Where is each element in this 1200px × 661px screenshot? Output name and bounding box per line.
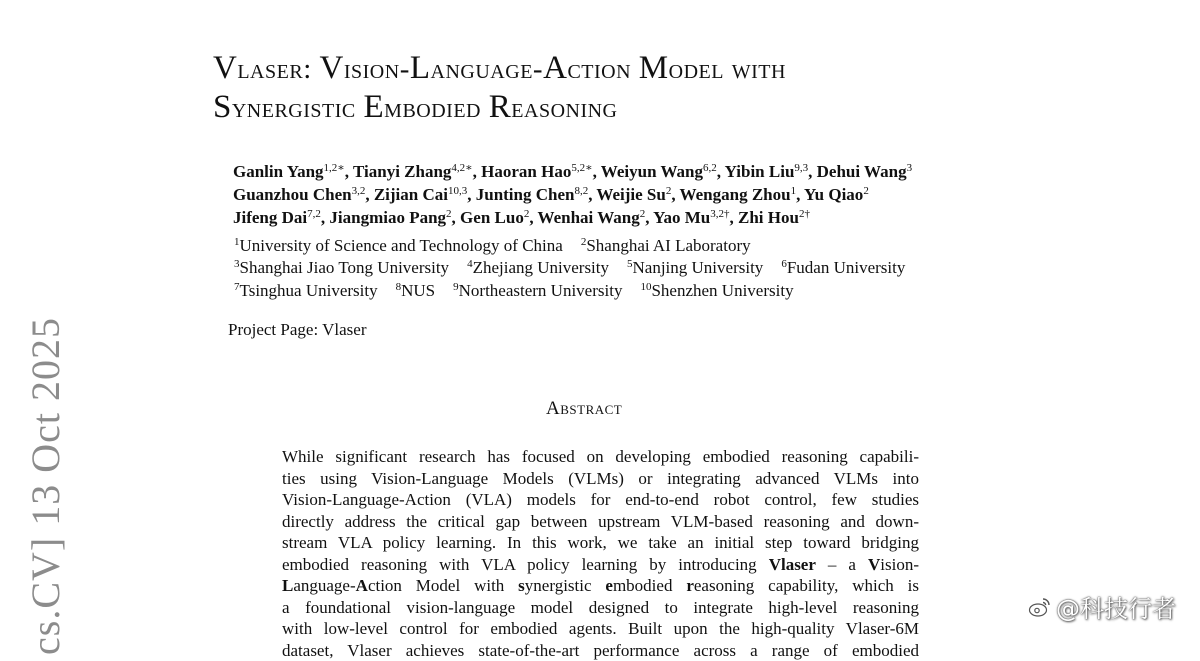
author-separator: , <box>321 208 330 227</box>
author-separator: , <box>452 208 461 227</box>
author-affiliation-marker: 2 <box>863 185 869 197</box>
abstract-text: Vision-Language-Action (VLA) models for end-to-end robot control, few studies <box>282 490 919 509</box>
affiliation-name: Shanghai AI Laboratory <box>586 236 750 255</box>
abstract-heading <box>546 399 622 418</box>
author-entry <box>653 208 738 227</box>
author-separator: , <box>796 185 804 204</box>
paper-title-line-1 <box>213 52 786 85</box>
abstract-line <box>282 468 919 490</box>
author-name: Yibin Liu <box>725 162 795 181</box>
author-affiliation-marker: 5,2∗ <box>571 162 592 174</box>
author-entry <box>476 185 597 204</box>
author-entry <box>233 208 329 227</box>
title-smallcaps: anguage <box>431 53 533 85</box>
title-punct <box>356 92 364 124</box>
abstract-text: dataset, Vlaser achieves state-of-the-art performance across a range of embodied <box>282 641 919 660</box>
abstract-text: with low-level control for embodied agents. Built upon the high-quality Vlaser-6M <box>282 619 919 638</box>
affiliation-number: 5 <box>627 258 633 270</box>
title-smallcaps: ynergistic <box>232 92 356 124</box>
abstract-text: stream VLA policy learning. In this work, we take an initial step toward bridging <box>282 533 919 552</box>
author-affiliation-marker: 2† <box>799 208 810 220</box>
author-name: Gen Luo <box>460 208 524 227</box>
affiliation-name: Shanghai Jiao Tong University <box>240 258 450 277</box>
author-separator: , <box>345 162 353 181</box>
author-affiliation-marker: 3,2† <box>710 208 729 220</box>
affiliation-number: 1 <box>234 236 240 248</box>
author-name: Yu Qiao <box>804 185 863 204</box>
author-affiliation-marker: 9,3 <box>794 162 808 174</box>
author-name: Dehui Wang <box>817 162 907 181</box>
affiliation-number: 6 <box>781 258 787 270</box>
abstract-bold-text: r <box>686 576 694 595</box>
author-affiliation-marker: 3,2 <box>352 185 366 197</box>
author-separator: , <box>593 162 601 181</box>
author-entry <box>353 162 481 181</box>
abstract-text: While significant research has focused on developing embodied reasoning capabili- <box>282 447 919 466</box>
abstract-text: mbodied <box>613 576 686 595</box>
title-smallcaps: easoning <box>511 92 617 124</box>
author-list-line-3 <box>233 209 810 226</box>
abstract-body <box>282 446 922 661</box>
title-smallcaps: ision <box>344 53 400 85</box>
abstract-text: anguage- <box>293 576 355 595</box>
affiliation-name: University of Science and Technology of China <box>240 236 563 255</box>
author-separator: , <box>671 185 679 204</box>
abstract-bold-text: A <box>356 576 368 595</box>
author-affiliation-marker: 8,2 <box>574 185 588 197</box>
author-entry <box>460 208 537 227</box>
author-list-line-1 <box>233 163 912 180</box>
paper-title-line-2 <box>213 91 618 124</box>
affiliation-entry <box>467 258 609 277</box>
author-separator: , <box>730 208 739 227</box>
author-entry <box>680 185 804 204</box>
abstract-bold-text: L <box>282 576 293 595</box>
author-list-line-2 <box>233 186 869 203</box>
abstract-line <box>282 640 919 661</box>
watermark <box>1028 589 1176 624</box>
author-name: Wengang Zhou <box>680 185 791 204</box>
affiliation-entry <box>640 281 793 300</box>
author-name: Junting Chen <box>476 185 575 204</box>
affiliation-name: Nanjing University <box>633 258 764 277</box>
author-entry <box>601 162 725 181</box>
affiliation-name: Shenzhen University <box>651 281 793 300</box>
abstract-text: easoning capability, which is <box>694 576 919 595</box>
affiliation-entry <box>234 236 563 255</box>
author-affiliation-marker: 6,2 <box>703 162 717 174</box>
author-name: Weijie Su <box>596 185 665 204</box>
abstract-bold-text: Vlaser <box>769 555 816 574</box>
title-smallcaps: odel with <box>669 53 786 85</box>
affiliation-name: Northeastern University <box>459 281 623 300</box>
affiliation-name: NUS <box>401 281 435 300</box>
abstract-text: ties using Vision-Language Models (VLMs) or integrating advanced VLMs into <box>282 469 919 488</box>
title-initial: M <box>639 50 669 86</box>
author-affiliation-marker: 2 <box>666 185 672 197</box>
author-entry <box>538 208 654 227</box>
affiliation-number: 9 <box>453 281 459 293</box>
author-affiliation-marker: 1 <box>791 185 797 197</box>
abstract-text: ision- <box>880 555 919 574</box>
affiliation-entry <box>581 236 751 255</box>
title-initial: A <box>543 50 567 86</box>
affiliation-entry <box>781 258 905 277</box>
author-affiliation-marker: 10,3 <box>448 185 467 197</box>
author-separator: , <box>645 208 653 227</box>
author-name: Jiangmiao Pang <box>329 208 446 227</box>
affiliation-number: 2 <box>581 236 587 248</box>
affiliation-line-1 <box>234 237 751 254</box>
abstract-text: ynergistic <box>525 576 606 595</box>
author-name: Zhi Hou <box>738 208 799 227</box>
abstract-heading-big: A <box>546 398 560 419</box>
author-entry <box>596 185 679 204</box>
affiliation-name: Zhejiang University <box>473 258 609 277</box>
author-name: Jifeng Dai <box>233 208 307 227</box>
abstract-line <box>282 489 919 511</box>
author-affiliation-marker: 3 <box>907 162 913 174</box>
title-initial: E <box>364 89 385 125</box>
abstract-text: – a <box>816 555 868 574</box>
abstract-text: a foundational vision-language model designed to integrate high-level reasoning <box>282 598 919 617</box>
author-entry <box>817 162 912 181</box>
author-affiliation-marker: 2 <box>640 208 646 220</box>
abstract-line <box>282 575 919 597</box>
arxiv-side-stamp: cs.CV] 13 Oct 2025 <box>26 317 66 655</box>
affiliation-entry <box>627 258 763 277</box>
title-smallcaps: mbodied <box>384 92 481 124</box>
abstract-heading-small: bstract <box>560 398 622 419</box>
author-entry <box>481 162 601 181</box>
author-entry <box>804 185 869 204</box>
author-name: Ganlin Yang <box>233 162 324 181</box>
affiliation-line-2 <box>234 259 905 276</box>
author-separator: , <box>473 162 482 181</box>
affiliation-number: 8 <box>396 281 402 293</box>
affiliation-name: Tsinghua University <box>240 281 378 300</box>
abstract-bold-text: e <box>605 576 613 595</box>
title-punct <box>631 53 639 85</box>
author-affiliation-marker: 7,2 <box>307 208 321 220</box>
abstract-text: embodied reasoning with VLA policy learning by introducing <box>282 555 769 574</box>
author-separator: , <box>588 185 596 204</box>
abstract-text: directly address the critical gap between upstream VLM-based reasoning and down- <box>282 512 919 531</box>
affiliation-number: 4 <box>467 258 473 270</box>
title-initial: R <box>489 89 512 125</box>
author-entry <box>233 185 374 204</box>
watermark-text: @科技行者 <box>1056 589 1176 624</box>
title-punct <box>481 92 489 124</box>
affiliation-entry <box>396 281 436 300</box>
author-entry <box>374 185 476 204</box>
author-name: Weiyun Wang <box>601 162 703 181</box>
author-name: Yao Mu <box>653 208 710 227</box>
author-affiliation-marker: 1,2∗ <box>324 162 345 174</box>
title-initial: S <box>213 89 232 125</box>
author-name: Zijian Cai <box>374 185 448 204</box>
abstract-line <box>282 597 919 619</box>
affiliation-name: Fudan University <box>787 258 906 277</box>
abstract-line <box>282 618 919 640</box>
abstract-line <box>282 554 919 576</box>
affiliation-entry <box>234 281 378 300</box>
affiliation-number: 10 <box>640 281 651 293</box>
abstract-line <box>282 532 919 554</box>
abstract-bold-text: s <box>518 576 525 595</box>
weibo-style-logo-icon <box>1028 595 1052 619</box>
affiliation-number: 7 <box>234 281 240 293</box>
title-initial: L <box>410 50 431 86</box>
author-separator: , <box>808 162 817 181</box>
author-entry <box>738 208 810 227</box>
author-name: Wenhai Wang <box>538 208 640 227</box>
author-separator: , <box>365 185 374 204</box>
author-name: Haoran Hao <box>481 162 571 181</box>
author-entry <box>233 162 353 181</box>
title-punct: - <box>400 53 410 85</box>
affiliation-line-3 <box>234 282 794 299</box>
author-separator: , <box>467 185 476 204</box>
title-punct: : <box>303 53 319 85</box>
author-separator: , <box>717 162 725 181</box>
author-entry <box>329 208 460 227</box>
abstract-line <box>282 446 919 468</box>
abstract-line <box>282 511 919 533</box>
title-initial: V <box>213 50 237 86</box>
author-entry <box>725 162 817 181</box>
author-affiliation-marker: 2 <box>524 208 530 220</box>
affiliation-number: 3 <box>234 258 240 270</box>
author-name: Tianyi Zhang <box>353 162 451 181</box>
abstract-text: ction Model with <box>368 576 518 595</box>
affiliation-entry <box>234 258 449 277</box>
title-punct: - <box>533 53 543 85</box>
author-affiliation-marker: 4,2∗ <box>451 162 472 174</box>
author-affiliation-marker: 2 <box>446 208 452 220</box>
title-smallcaps: laser <box>237 53 303 85</box>
title-smallcaps: ction <box>567 53 631 85</box>
project-page-link[interactable]: Project Page: Vlaser <box>228 320 366 340</box>
affiliation-entry <box>453 281 622 300</box>
title-initial: V <box>320 50 344 86</box>
abstract-bold-text: V <box>868 555 880 574</box>
author-separator: , <box>529 208 537 227</box>
author-name: Guanzhou Chen <box>233 185 352 204</box>
